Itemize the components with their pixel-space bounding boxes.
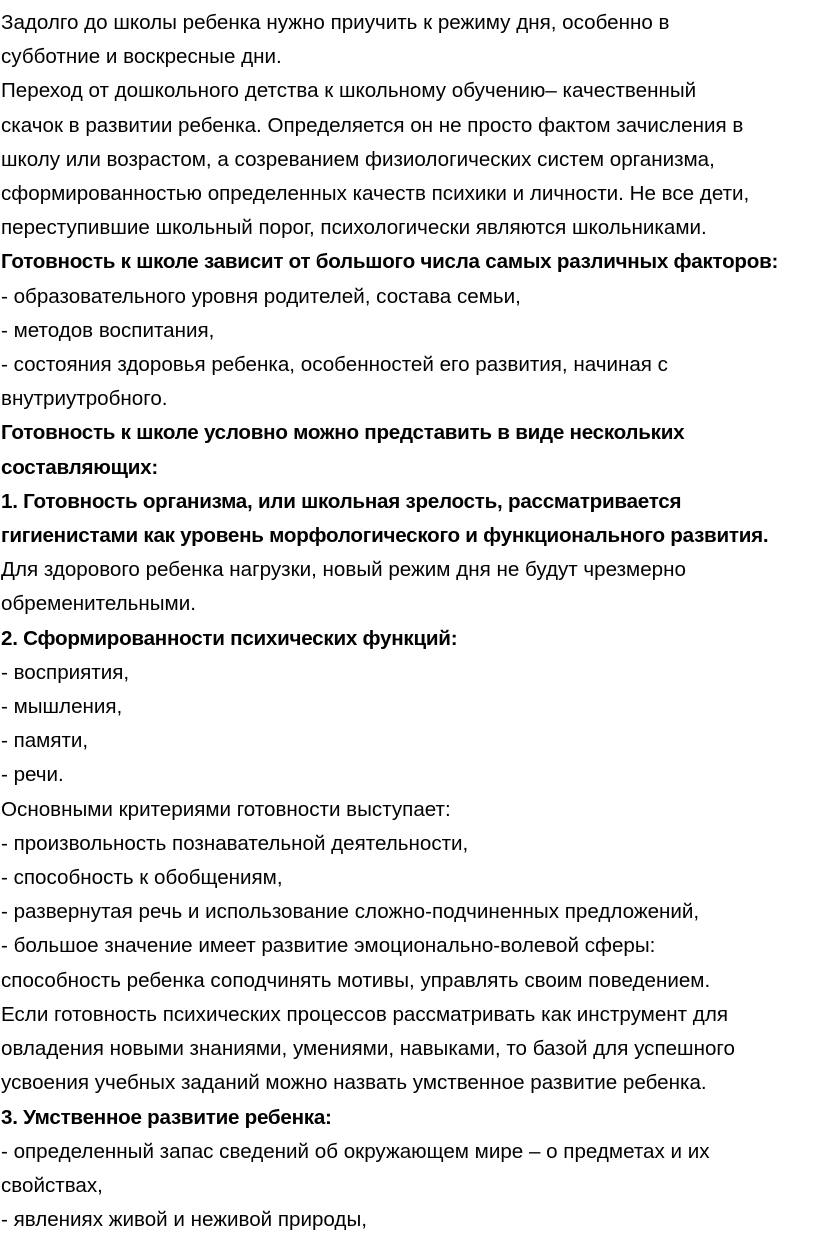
text-line: Для здорового ребенка нагрузки, новый режим дня не будут чрезмерно [1, 558, 686, 582]
bold-text-line: гигиенистами как уровень морфологического и функционального развития. [1, 524, 769, 548]
text-line: Основными критериями готовности выступает: [1, 797, 451, 821]
bold-text-line: Готовность к школе зависит от большого числа самых различных факторов: [1, 250, 779, 274]
text-line: - методов воспитания, [1, 318, 215, 342]
bold-text-line: 2. Сформированности психических функций: [1, 626, 458, 650]
text-line: сформированностью определенных качеств психики и личности. Не все дети, [1, 182, 750, 206]
text-line: усвоения учебных заданий можно назвать умственное развитие ребенка. [1, 1071, 707, 1095]
text-line: - речи. [1, 763, 64, 787]
text-line: - восприятия, [1, 660, 130, 684]
text-line: субботние и воскресные дни. [1, 45, 282, 69]
text-line: - произвольность познавательной деятельности, [1, 831, 469, 855]
text-line: - способность к обобщениям, [1, 866, 283, 890]
text-line: - большое значение имеет развитие эмоционально-волевой сферы: [1, 934, 656, 958]
text-line: - явлениях живой и неживой природы, [1, 1208, 367, 1232]
text-line: Переход от дошкольного детства к школьному обучению– качественный [1, 79, 697, 103]
text-line: - памяти, [1, 729, 89, 753]
bold-text-line: 3. Умственное развитие ребенка: [1, 1105, 332, 1129]
text-line: Если готовность психических процессов рассматривать как инструмент для [1, 1002, 728, 1026]
text-line: школу или возрастом, а созреванием физиологических систем организма, [1, 147, 715, 171]
text-line: способность ребенка соподчинять мотивы, управлять своим поведением. [1, 968, 711, 992]
text-line: скачок в развитии ребенка. Определяется он не просто фактом зачисления в [1, 113, 744, 137]
text-line: внутриутробного. [1, 387, 168, 411]
bold-text-line: составляющих: [1, 455, 158, 479]
text-line: - определенный запас сведений об окружающем мире – о предметах и их [1, 1139, 710, 1163]
text-line: свойствах, [1, 1173, 103, 1197]
text-line: - мышления, [1, 695, 123, 719]
text-line: переступившие школьный порог, психологически являются школьниками. [1, 216, 707, 240]
text-line: - развернутая речь и использование сложно-подчиненных предложений, [1, 900, 700, 924]
text-line: - состояния здоровья ребенка, особенностей его развития, начиная с [1, 353, 668, 377]
text-line: Задолго до школы ребенка нужно приучить к режиму дня, особенно в [1, 11, 670, 34]
text-line: обременительными. [1, 592, 196, 616]
bold-text-line: Готовность к школе условно можно представить в виде нескольких [1, 421, 685, 445]
text-line: овладения новыми знаниями, умениями, навыками, то базой для успешного [1, 1037, 735, 1061]
text-line: - образовательного уровня родителей, состава семьи, [1, 284, 521, 308]
bold-text-line: 1. Готовность организма, или школьная зрелость, рассматривается [1, 489, 682, 513]
